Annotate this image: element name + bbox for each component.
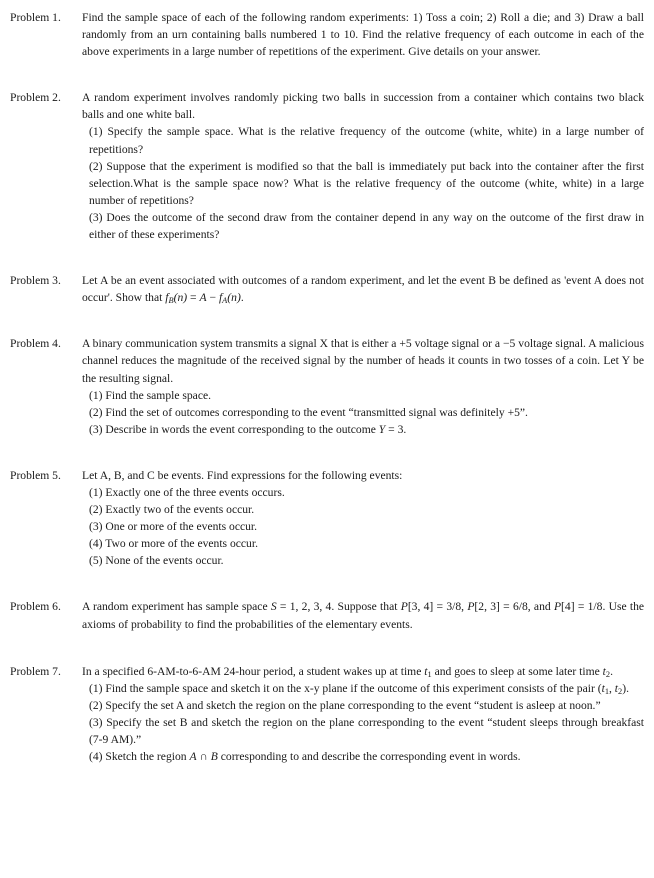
problem-block-2 <box>10 89 644 243</box>
problem-6-body: A random experiment has sample space S = 1, 2, 3, 4. Suppose that P[3, 4] = 3/8, P[2, 3] = 6/8, and P[4] = 1/8. Use the axioms of probability to find the probabilities of the elementary events. <box>82 600 645 631</box>
problem-5-item-3: (3) One or more of the events occur. <box>89 520 258 534</box>
problem-7-body: In a specified 6-AM-to-6-AM 24-hour period, a student wakes up at time $t_1$ and goes to sleep at some later time $t_2$. <box>82 664 613 679</box>
problem-text-5 <box>82 467 644 570</box>
problem-label-2: Problem 2. <box>10 91 61 105</box>
problem-4-item-2: (2) Find the set of outcomes corresponding to the event “transmitted signal was definitely +5”. <box>89 405 528 419</box>
intersection-icon: ∩ <box>199 750 208 764</box>
spacer-3 <box>0 306 654 335</box>
problem-block-6 <box>10 598 644 632</box>
problem-block-4 <box>10 335 644 438</box>
problem-1-body: Find the sample space of each of the following random experiments: 1) Toss a coin; 2) Roll a die; and 3) Draw a ball randomly from an urn containing balls numbered 1 to 10. Find the relative frequency of each outcome in each of the above experiments in a large number of repetitions of the experiment. Give details on your answer. <box>82 11 644 59</box>
probability-p34: P[3, 4] <box>400 600 434 614</box>
problem-text-2 <box>82 89 644 243</box>
problem-label-1: Problem 1. <box>10 11 61 24</box>
variable-y: Y <box>378 422 386 436</box>
problem-label-4: Problem 4. <box>10 337 61 351</box>
problem-7-item-2: (2) Specify the set A and sketch the region on the plane corresponding to the event “student is asleep at noon.” <box>89 698 601 712</box>
problem-2-item-1: (1) Specify the sample space. What is the relative frequency of the outcome (white, white) in a large number of repetitions? <box>89 125 644 156</box>
problem-text-4 <box>82 335 644 438</box>
problem-4-item-1: (1) Find the sample space. <box>89 388 212 402</box>
problem-4-item-3: (3) Describe in words the event corresponding to the outcome Y = 3. <box>89 422 407 436</box>
problem-label-7: Problem 7. <box>10 664 61 678</box>
problem-text-6 <box>82 598 644 632</box>
variable-t1: $t_1$ <box>424 664 432 679</box>
pair-t1-t2: $t_1$, $t_2$). <box>601 681 629 696</box>
problem-7-item-1: (1) Find the sample space and sketch it on the x-y plane if the outcome of this experiment consists of the pair ($t_1$, $t_2$). <box>89 681 629 696</box>
problem-label-6: Problem 6. <box>10 600 61 614</box>
problem-3-body <box>82 272 644 306</box>
variable-t2: $t_2$. <box>602 664 613 679</box>
problem-4-body: A binary communication system transmits a signal X that is either a +5 voltage signal or a −5 voltage signal. A malicious channel reduces the magnitude of the received signal by the number of heads it counts in two tosses of a coin. Let Y be the resulting signal. <box>82 337 644 385</box>
problem-text-3 <box>82 272 644 306</box>
sample-space-values: = 1, 2, 3, 4. <box>279 600 335 614</box>
problem-label-3: Problem 3. <box>10 274 61 288</box>
variable-s: S <box>270 600 277 614</box>
top-spacer <box>0 0 654 9</box>
problem-text-1 <box>82 9 644 60</box>
spacer-6 <box>0 633 654 663</box>
spacer-1 <box>0 60 654 89</box>
problem-7-item-3: (3) Specify the set B and sketch the region on the plane corresponding to the event “student sleeps through breakfast (7-9 AM).” <box>89 715 644 746</box>
spacer-4 <box>0 438 654 467</box>
probability-p4: P[4] <box>553 600 575 614</box>
problem-5-item-2: (2) Exactly two of the events occur. <box>89 503 255 517</box>
problem-block-7 <box>10 663 644 766</box>
problem-block-3 <box>10 272 644 306</box>
problem-7-item-4: (4) Sketch the region A ∩ B corresponding to and describe the corresponding event in words. <box>89 750 521 764</box>
problem-5-item-5: (5) None of the events occur. <box>89 554 224 568</box>
problem-5-item-1: (1) Exactly one of the three events occurs. <box>89 485 285 499</box>
problem-5-item-4: (4) Two or more of the events occur. <box>89 537 258 551</box>
problem-block-5 <box>10 467 644 570</box>
problem-2-item-2: (2) Suppose that the experiment is modified so that the ball is immediately put back into the container after the first selection.What is the sample space now? What is the relative frequency of the outcome (white, white) in a large number of repetitions? <box>89 159 644 207</box>
problem-label-5: Problem 5. <box>10 468 61 482</box>
problem-3-intro: Let A be an event associated with outcomes of a random experiment, and let the event B be defined as 'event A does not occur'. Show that <box>82 274 644 305</box>
problem-block-1 <box>10 9 644 60</box>
problem-text-7 <box>82 663 644 766</box>
problem-2-body: A random experiment involves randomly picking two balls in succession from a container which contains two black balls and one white ball. <box>82 91 644 122</box>
problem-5-body: Let A, B, and C be events. Find expressions for the following events: <box>82 468 403 482</box>
problem-2-item-3: (3) Does the outcome of the second draw from the container depend in any way on the outcome of the first draw in either of these experiments? <box>89 210 644 242</box>
spacer-2 <box>0 243 654 272</box>
probability-p23: P[2, 3] <box>467 600 500 614</box>
problem-3-equation: $f_B(n) = A - f_A(n)$. <box>165 291 244 306</box>
spacer-5 <box>0 569 654 598</box>
set-intersection-expression: A ∩ B <box>189 750 218 764</box>
